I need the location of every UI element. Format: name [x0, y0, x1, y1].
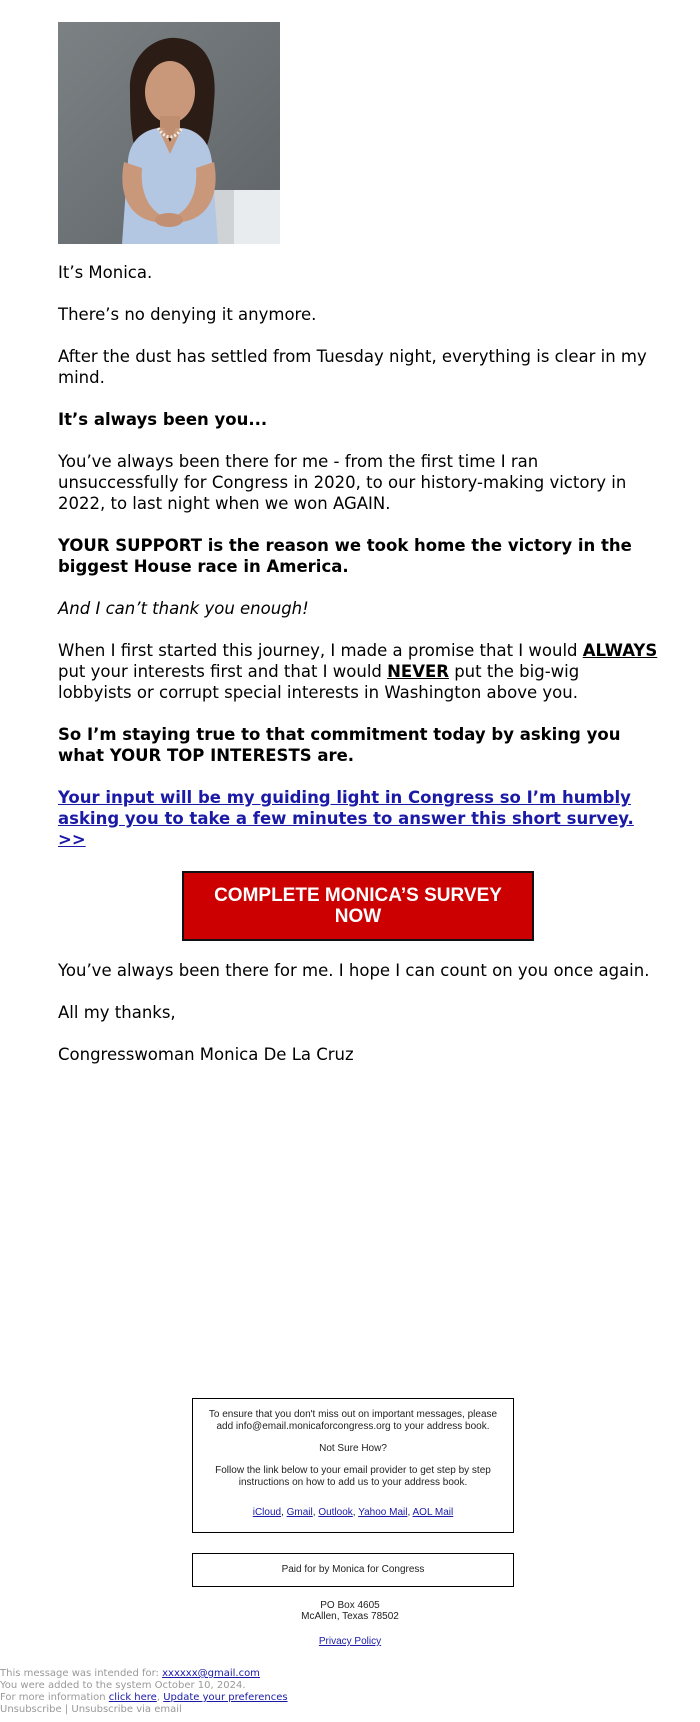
paid-for-text: Paid for by Monica for Congress	[281, 1564, 425, 1575]
never-emphasis: NEVER	[387, 662, 449, 681]
recipient-email-link[interactable]: xxxxxx@gmail.com	[162, 1668, 260, 1679]
address-line-2: McAllen, Texas 78502	[301, 1611, 399, 1622]
paragraph-7	[58, 640, 658, 703]
unsubscribe-link[interactable]: Unsubscribe	[0, 1704, 62, 1715]
added-line: You were added to the system October 10, 2024.	[0, 1680, 246, 1691]
survey-link-paragraph	[58, 787, 658, 850]
p7-part-c: put the big-wig lobbyists or corrupt special interests in Washington above you.	[58, 662, 580, 702]
always-emphasis: ALWAYS	[582, 641, 658, 660]
address-book-instructions: To ensure that you don't miss out on important messages, please add info@email.monicaforcongress.org to your address book.	[208, 1409, 498, 1432]
provider-link-icloud[interactable]: iCloud	[252, 1507, 282, 1518]
cta-wrapper	[58, 871, 658, 941]
paid-for-box	[192, 1553, 514, 1587]
subscription-meta	[0, 1668, 288, 1716]
more-info-line: For more information click here, Update your preferences	[0, 1692, 288, 1703]
follow-link-instructions: Follow the link below to your email provider to get step by step instructions on how to add us to your address book.	[215, 1465, 491, 1488]
signature: Congresswoman Monica De La Cruz	[58, 1045, 354, 1064]
paragraph-1: There’s no denying it anymore.	[58, 305, 317, 324]
email-body	[58, 262, 658, 1086]
privacy-row	[0, 1636, 700, 1647]
portrait-image	[58, 22, 280, 244]
intended-line	[0, 1668, 288, 1680]
provider-link-yahoo[interactable]: Yahoo Mail	[358, 1507, 408, 1518]
p7-part-b: put your interests first and that I would	[58, 662, 388, 681]
paragraph-6	[58, 598, 658, 619]
survey-link[interactable]: Your input will be my guiding light in Congress so I’m humbly asking you to take a few minutes to answer this short survey. >>	[58, 788, 634, 849]
paragraph-10: All my thanks,	[58, 1003, 176, 1022]
provider-link-aol[interactable]: AOL Mail	[412, 1507, 454, 1518]
mailing-address	[0, 1600, 700, 1622]
portrait-photo	[58, 22, 280, 244]
address-book-box	[192, 1398, 514, 1533]
paragraph-2: After the dust has settled from Tuesday night, everything is clear in my mind.	[58, 347, 647, 387]
complete-survey-button[interactable]: COMPLETE MONICA’S SURVEY NOW	[182, 871, 534, 941]
unsubscribe-line	[0, 1704, 288, 1716]
unsubscribe-email-link[interactable]: Unsubscribe via email	[71, 1704, 182, 1715]
not-sure-how: Not Sure How?	[319, 1443, 387, 1454]
click-here-link[interactable]: click here	[108, 1692, 157, 1703]
update-preferences-link[interactable]: Update your preferences	[163, 1692, 288, 1703]
more-info-label: For more information	[0, 1692, 109, 1703]
p7-part-a: When I first started this journey, I made a promise that I would	[58, 641, 583, 660]
greeting: It’s Monica.	[58, 263, 153, 282]
separator: |	[61, 1704, 72, 1715]
provider-links: iCloud, Gmail, Outlook, Yahoo Mail, AOL Mail	[252, 1507, 454, 1518]
paragraph-4: You’ve always been there for me - from the first time I ran unsuccessfully for Congress in 2020, to our history-making victory in 2022, to last night when we won AGAIN.	[58, 452, 627, 513]
thanks-italic: And I can’t thank you enough!	[58, 599, 309, 618]
intended-label: This message was intended for:	[0, 1668, 163, 1679]
paragraph-9: You’ve always been there for me. I hope I can count on you once again.	[58, 961, 650, 980]
privacy-policy-link[interactable]: Privacy Policy	[318, 1636, 382, 1647]
paragraph-8: So I’m staying true to that commitment today by asking you what YOUR TOP INTERESTS are.	[58, 725, 621, 765]
address-line-1: PO Box 4605	[320, 1600, 380, 1611]
provider-link-gmail[interactable]: Gmail	[286, 1507, 313, 1518]
provider-link-outlook[interactable]: Outlook	[318, 1507, 353, 1518]
paragraph-3: It’s always been you...	[58, 410, 268, 429]
paragraph-5: YOUR SUPPORT is the reason we took home the victory in the biggest House race in America.	[58, 536, 632, 576]
